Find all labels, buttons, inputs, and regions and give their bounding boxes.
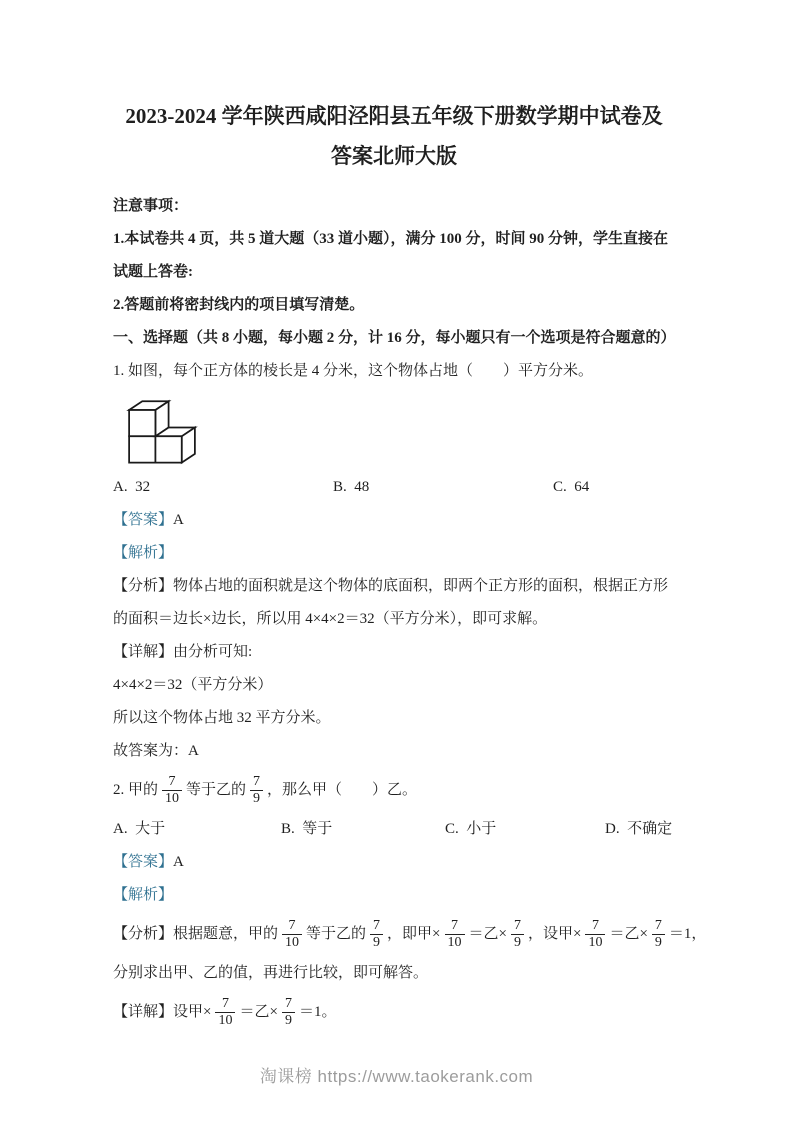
q2-detail-seg3: ＝1。 bbox=[298, 1004, 337, 1021]
fraction-7-over-9: $\frac{7}{9}$ bbox=[250, 774, 263, 807]
q2-detail-seg1: 设甲× bbox=[173, 1004, 212, 1021]
q1-final-answer: 故答案为：A bbox=[113, 743, 199, 759]
section-1-heading: 一、选择题（共 8 小题，每小题 2 分，计 16 分，每小题只有一个选项是符合题意的） bbox=[113, 330, 676, 346]
three-cubes-isometric-icon bbox=[119, 391, 205, 467]
q2-jiexi-label: 【解析】 bbox=[113, 887, 174, 904]
q1-analysis bbox=[113, 570, 675, 636]
q2-option-c: C. 小于 bbox=[445, 821, 497, 838]
q2-stem-seg3: ，那么甲（ ）乙。 bbox=[267, 782, 418, 799]
q2-stem-seg1: 2. 甲的 bbox=[113, 782, 159, 799]
notice-item-1: 1.本试卷共 4 页，共 5 道大题（33 道小题），满分 100 分，时间 90 分钟，学生直接在试题上答卷: bbox=[113, 231, 669, 280]
q2-stem bbox=[113, 768, 675, 813]
q1-calc-line: 4×4×2＝32（平方分米） bbox=[113, 677, 273, 693]
fraction-7-over-10: $\frac{7}{10}$ bbox=[282, 918, 302, 951]
q1-jiexi-label: 【解析】 bbox=[113, 545, 174, 561]
q1-conclusion: 所以这个物体占地 32 平方分米。 bbox=[113, 710, 331, 726]
fraction-7-over-9: $\frac{7}{9}$ bbox=[652, 918, 665, 951]
q2-analysis-seg2: 等于乙的 bbox=[306, 926, 367, 943]
q2-answer-label: 【答案】 bbox=[113, 854, 174, 871]
q1-detail bbox=[113, 636, 675, 669]
q2-option-a: A. 大于 bbox=[113, 821, 166, 838]
q2-detail-label: 【详解】 bbox=[113, 1004, 174, 1021]
q2-analysis-seg5: ，设甲× bbox=[527, 926, 582, 943]
q1-option-c: C. 64 bbox=[553, 479, 590, 495]
q1-analysis-text: 物体占地的面积就是这个物体的底面积，即两个正方形的面积，根据正方形的面积＝边长×边长，所以用 4×4×2＝32（平方分米），即可求解。 bbox=[113, 578, 669, 627]
fraction-7-over-10: $\frac{7}{10}$ bbox=[445, 918, 465, 951]
fraction-7-over-9: $\frac{7}{9}$ bbox=[511, 918, 524, 951]
q2-analysis-seg4: ＝乙× bbox=[468, 926, 507, 943]
q1-answer-label: 【答案】 bbox=[113, 512, 174, 528]
q2-option-b: B. 等于 bbox=[281, 821, 333, 838]
q1-cube-figure bbox=[119, 391, 675, 467]
q2-analysis-seg7: ＝1， bbox=[668, 926, 707, 943]
q1-option-b: B. 48 bbox=[333, 479, 370, 495]
fraction-7-over-10: $\frac{7}{10}$ bbox=[162, 774, 182, 807]
q2-options bbox=[113, 813, 675, 846]
notice-heading: 注意事项： bbox=[113, 198, 189, 214]
q1-options bbox=[113, 471, 675, 504]
fraction-7-over-10: $\frac{7}{10}$ bbox=[215, 996, 235, 1029]
q1-detail-label: 【详解】 bbox=[113, 644, 174, 660]
q2-analysis-seg1: 根据题意，甲的 bbox=[173, 926, 279, 943]
q1-stem: 1. 如图，每个正方体的棱长是 4 分米，这个物体占地（ ）平方分米。 bbox=[113, 363, 594, 379]
watermark-footer bbox=[0, 1062, 793, 1087]
q1-option-a: A. 32 bbox=[113, 479, 151, 495]
q2-analysis-seg6: ＝乙× bbox=[609, 926, 648, 943]
q2-detail-seg2: ＝乙× bbox=[239, 1004, 278, 1021]
q1-analysis-label: 【分析】 bbox=[113, 578, 174, 594]
document-title-line1: 2023-2024 学年陕西咸阳泾阳县五年级下册数学期中试卷及 bbox=[125, 104, 663, 128]
q2-analysis-seg3: ，即甲× bbox=[387, 926, 441, 943]
fraction-7-over-10: $\frac{7}{10}$ bbox=[585, 918, 605, 951]
document-title-line2: 答案北师大版 bbox=[331, 144, 457, 168]
q2-detail bbox=[113, 990, 675, 1035]
q2-answer-line bbox=[113, 846, 675, 879]
q1-detail-intro: 由分析可知: bbox=[173, 644, 253, 660]
notice-item-2: 2.答题前将密封线内的项目填写清楚。 bbox=[113, 297, 365, 313]
q2-analysis-line2: 分别求出甲、乙的值，再进行比较，即可解答。 bbox=[113, 965, 429, 982]
q1-answer-value: A bbox=[173, 512, 184, 528]
fraction-7-over-9: $\frac{7}{9}$ bbox=[370, 918, 383, 951]
q2-answer-value: A bbox=[173, 854, 184, 871]
q2-stem-seg2: 等于乙的 bbox=[186, 782, 247, 799]
q2-analysis-label: 【分析】 bbox=[113, 926, 174, 943]
q2-analysis-line1 bbox=[113, 912, 707, 957]
q2-option-d: D. 不确定 bbox=[605, 821, 673, 838]
fraction-7-over-9: $\frac{7}{9}$ bbox=[282, 996, 295, 1029]
q1-answer-line bbox=[113, 504, 675, 537]
document-title bbox=[113, 96, 675, 176]
footer-site-text: 淘课榜 https://www.taokerank.com bbox=[259, 1067, 534, 1086]
